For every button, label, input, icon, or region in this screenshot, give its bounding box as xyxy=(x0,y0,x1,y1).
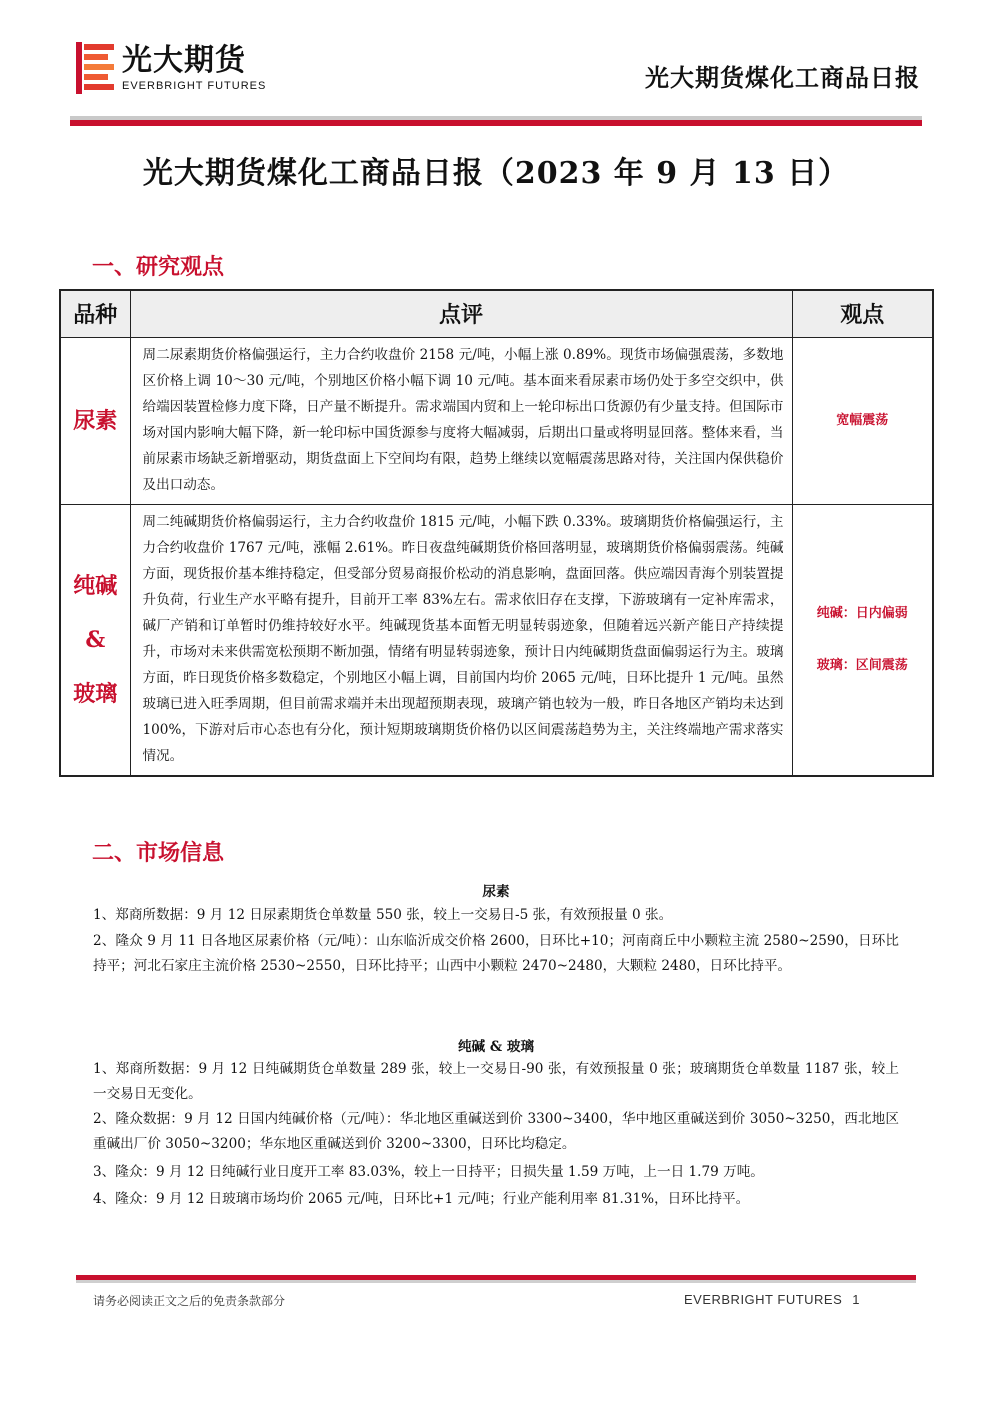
brand-name-cn: 光大期货 xyxy=(122,43,246,78)
brand-block xyxy=(122,44,266,92)
section-heading-market-info: 二、市场信息 xyxy=(92,840,225,866)
footer-divider xyxy=(76,1275,916,1283)
view-cell-urea: 宽幅震荡 xyxy=(792,337,933,504)
table-header-variety: 品种 xyxy=(60,290,130,337)
view-glass: 玻璃：区间震荡 xyxy=(816,657,908,673)
soda-glass-info-item-1: 1、郑商所数据：9 月 12 日纯碱期货仓单数量 289 张，较上一交易日-90 张，有效预报量 0 张；玻璃期货仓单数量 1187 张，较上一交易日无变化。 xyxy=(93,1061,899,1102)
subsection-title-urea: 尿素 xyxy=(482,884,510,900)
variety-glass: 玻璃 xyxy=(73,680,118,707)
table-row-soda-glass xyxy=(60,504,933,776)
soda-glass-info-item-3: 3、隆众：9 月 12 日纯碱行业日度开工率 83.03%，较上一日持平；日损失量 1.59 万吨，上一日 1.79 万吨。 xyxy=(93,1164,764,1180)
urea-info-item-1: 1、郑商所数据：9 月 12 日尿素期货仓单数量 550 张，较上一交易日-5 张，有效预报量 0 张。 xyxy=(93,907,673,923)
everbright-logo-icon xyxy=(76,42,116,94)
table-row-urea xyxy=(60,337,933,504)
brand-name-en: EVERBRIGHT FUTURES xyxy=(122,80,267,92)
footer-brand: EVERBRIGHT FUTURES xyxy=(683,1292,843,1307)
footer-brand-block xyxy=(684,1292,860,1307)
document-title: 光大期货煤化工商品日报（2023 年 9 月 13 日） xyxy=(142,156,850,191)
comment-cell-soda-glass: 周二纯碱期货价格偏弱运行，主力合约收盘价 1815 元/吨，小幅下跌 0.33%。玻璃期货价格偏强运行，主力合约收盘价 1767 元/吨，涨幅 2.61%。昨日夜盘纯碱期货价格回落明显，玻璃期货价格偏弱震荡。纯碱方面，现货报价基本维持稳定，但受部分贸易商报价松动的消息影响，盘面回落。供应端因青海个别装置提升负荷，行业生产水平略有提升，目前开工率 83%左右。需求依旧存在支撑，下游玻璃有一定补库需求，碱厂产销和订单暂时仍维持较好水平。纯碱现货基本面暂无明显转弱迹象，但随着远兴新产能日产持续提升，市场对未来供需宽松预期不断加强，情绪有明显转弱迹象，预计日内纯碱期货盘面偏弱运行为主。玻璃方面，昨日现货价格多数稳定，个别地区小幅上调，目前国内均价 2065 元/吨，日环比提升 1 元/吨。虽然玻璃已进入旺季周期，但目前需求端并未出现超预期表现，玻璃产销也较为一般，昨日各地区产销均未达到 100%，下游对后市心态也有分化，预计短期玻璃期货价格仍以区间震荡趋势为主，关注终端地产需求落实情况。 xyxy=(130,504,792,776)
header-divider xyxy=(70,116,922,126)
section-heading-research-views: 一、研究观点 xyxy=(92,254,225,280)
table-header-view: 观点 xyxy=(792,290,933,337)
view-cell-soda-glass xyxy=(792,504,933,776)
urea-info-item-2: 2、隆众 9 月 11 日各地区尿素价格（元/吨）：山东临沂成交价格 2600，日环比+10；河南商丘中小颗粒主流 2580~2590，日环比持平；河北石家庄主流价格 2530~2550，日环比持平；山西中小颗粒 2470~2480，大颗粒 2480，日环比持平。 xyxy=(93,933,899,974)
subsection-title-soda-glass: 纯碱 & 玻璃 xyxy=(457,1039,535,1055)
table-header-comment: 点评 xyxy=(130,290,792,337)
page-number: 1 xyxy=(852,1292,860,1307)
view-soda-ash: 纯碱：日内偏弱 xyxy=(816,605,908,621)
footer-disclaimer: 请务必阅读正文之后的免责条款部分 xyxy=(93,1294,286,1308)
header-report-title: 光大期货煤化工商品日报 xyxy=(645,64,920,92)
soda-glass-info-item-4: 4、隆众：9 月 12 日玻璃市场均价 2065 元/吨，日环比+1 元/吨；行业产能利用率 81.31%，日环比持平。 xyxy=(93,1191,750,1207)
variety-ampersand: & xyxy=(85,626,106,653)
variety-cell-urea: 尿素 xyxy=(60,337,130,504)
research-views-table xyxy=(59,289,934,777)
variety-cell-soda-glass xyxy=(60,504,130,776)
variety-soda-ash: 纯碱 xyxy=(73,572,118,599)
soda-glass-info-item-2: 2、隆众数据：9 月 12 日国内纯碱价格（元/吨）：华北地区重碱送到价 3300~3400，华中地区重碱送到价 3050~3250，西北地区重碱出厂价 3050~3200；华东地区重碱送到价 3200~3300，日环比均稳定。 xyxy=(93,1111,899,1152)
comment-cell-urea: 周二尿素期货价格偏强运行，主力合约收盘价 2158 元/吨，小幅上涨 0.89%。现货市场偏强震荡，多数地区价格上调 10～30 元/吨，个别地区价格小幅下调 10 元/吨。基本面来看尿素市场仍处于多空交织中，供给端因装置检修力度下降，日产量不断提升。需求端国内贸和上一轮印标出口货源仍有少量支持。但国际市场对国内影响大幅下降，新一轮印标中国货源参与度将大幅减弱，后期出口量或将明显回落。整体来看，当前尿素市场缺乏新增驱动，期货盘面上下空间均有限，趋势上继续以宽幅震荡思路对待，关注国内保供稳价及出口动态。 xyxy=(130,337,792,504)
table-header-row xyxy=(60,290,933,337)
